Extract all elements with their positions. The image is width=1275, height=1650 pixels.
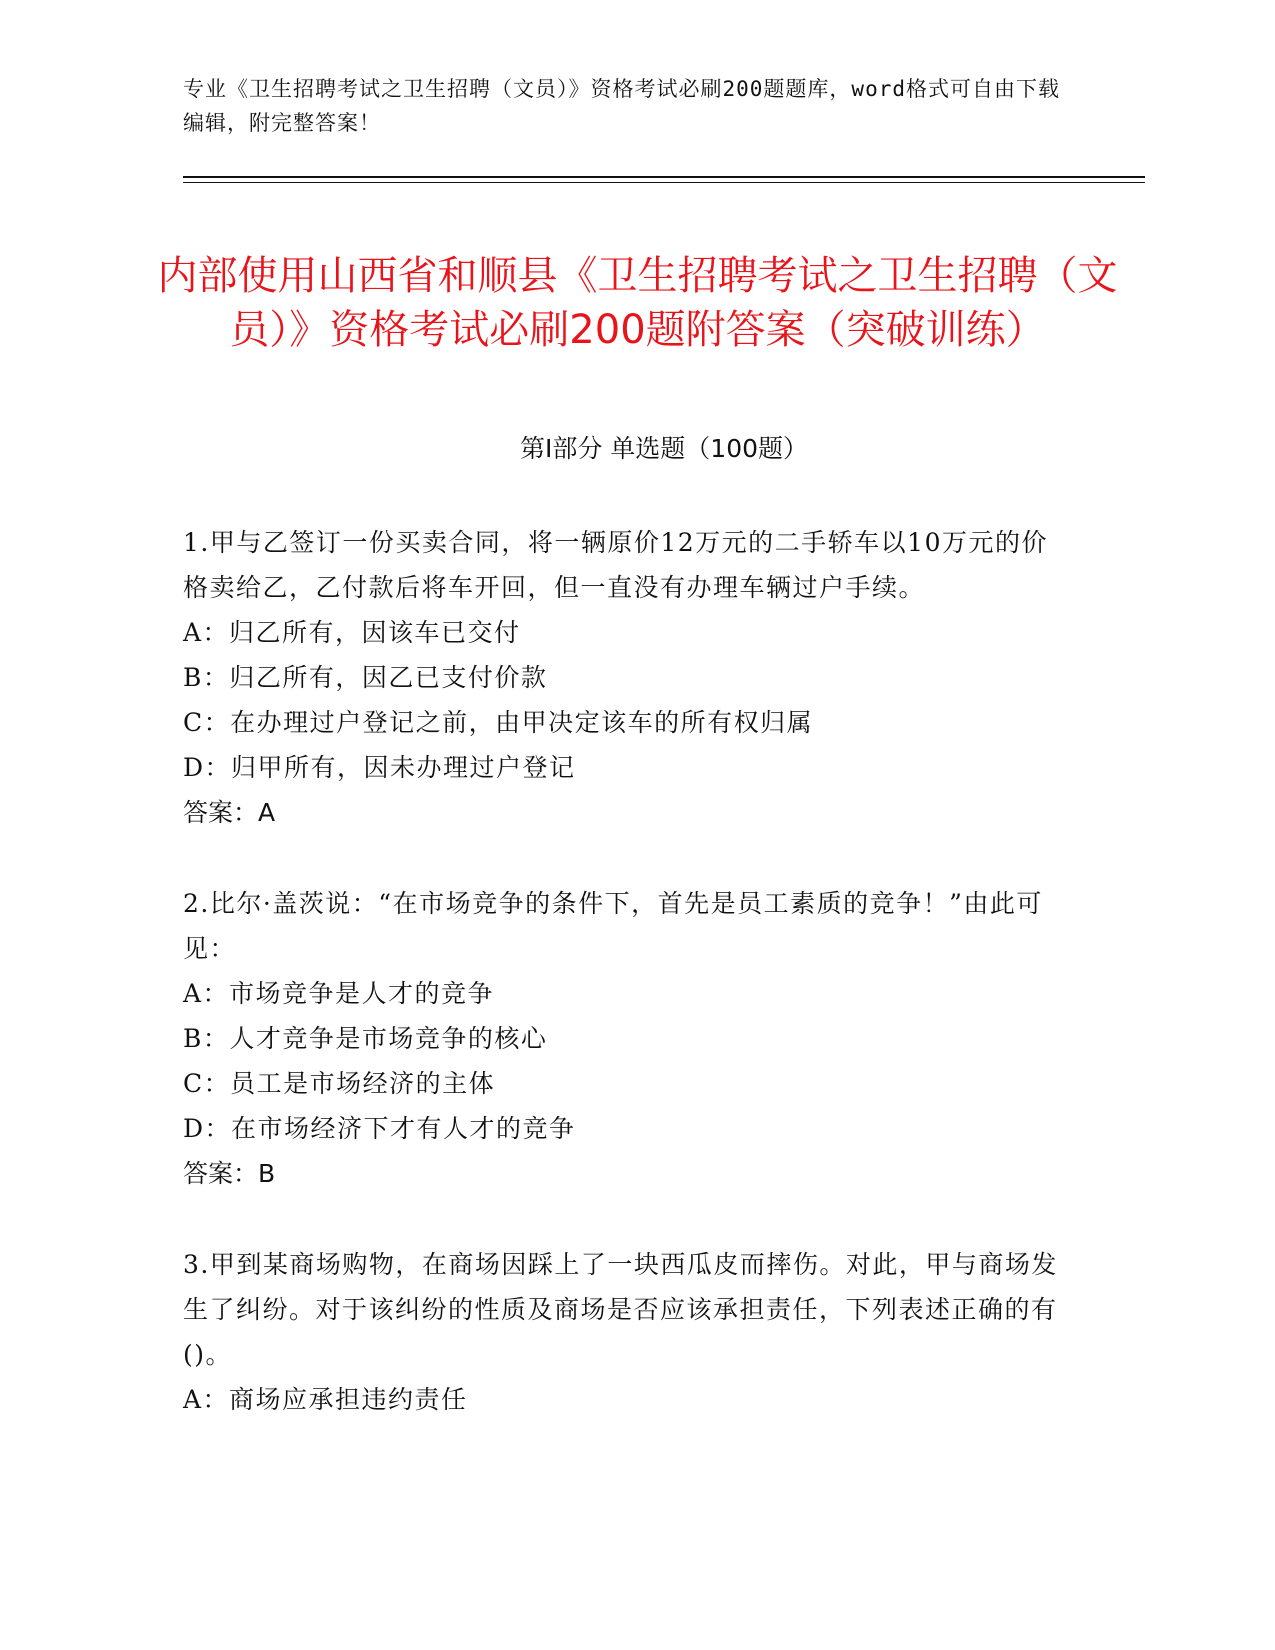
option-a: A：市场竞争是人才的竞争	[183, 979, 495, 1008]
answer-value: A	[258, 798, 276, 827]
section-title: 第I部分 单选题（100题）	[519, 434, 809, 463]
header-note: 专业《卫生招聘考试之卫生招聘（文员）》资格考试必刷200题题库，word格式可自由下载编辑，附完整答案！	[183, 77, 1060, 135]
question-3	[183, 1242, 1063, 1422]
option-d: D：归甲所有，因未办理过户登记	[183, 753, 576, 782]
option-b: B：人才竞争是市场竞争的核心	[183, 1024, 548, 1053]
header-divider-thin	[183, 182, 1145, 183]
option-a: A：归乙所有，因该车已交付	[183, 618, 521, 647]
answer-label: 答案：	[183, 1159, 259, 1188]
question-1	[183, 520, 1063, 835]
option-c: C：在办理过户登记之前，由甲决定该车的所有权归属	[183, 708, 814, 737]
question-stem: 1.甲与乙签订一份买卖合同，将一辆原价12万元的二手轿车以10万元的价格卖给乙，乙付款后将车开回，但一直没有办理车辆过户手续。	[183, 528, 1048, 602]
question-stem: 2.比尔·盖茨说：“在市场竞争的条件下，首先是员工素质的竞争！”由此可见：	[183, 889, 1043, 963]
header-divider-thick	[183, 176, 1145, 178]
answer-label: 答案：	[183, 798, 259, 827]
answer-line	[183, 790, 1063, 835]
answer-line	[183, 1151, 1063, 1196]
question-2	[183, 881, 1063, 1196]
option-a: A：商场应承担违约责任	[183, 1385, 468, 1414]
document-title: 内部使用山西省和顺县《卫生招聘考试之卫生招聘（文员）》资格考试必刷200题附答案（突破训练）	[157, 252, 1118, 353]
option-d: D：在市场经济下才有人才的竞争	[183, 1114, 576, 1143]
option-c: C：员工是市场经济的主体	[183, 1069, 496, 1098]
option-b: B：归乙所有，因乙已支付价款	[183, 663, 548, 692]
question-list	[183, 520, 1063, 1468]
question-stem: 3.甲到某商场购物，在商场因踩上了一块西瓜皮而摔伤。对此，甲与商场发生了纠纷。对于该纠纷的性质及商场是否应该承担责任，下列表述正确的有()。	[183, 1250, 1058, 1369]
answer-value: B	[258, 1159, 276, 1188]
